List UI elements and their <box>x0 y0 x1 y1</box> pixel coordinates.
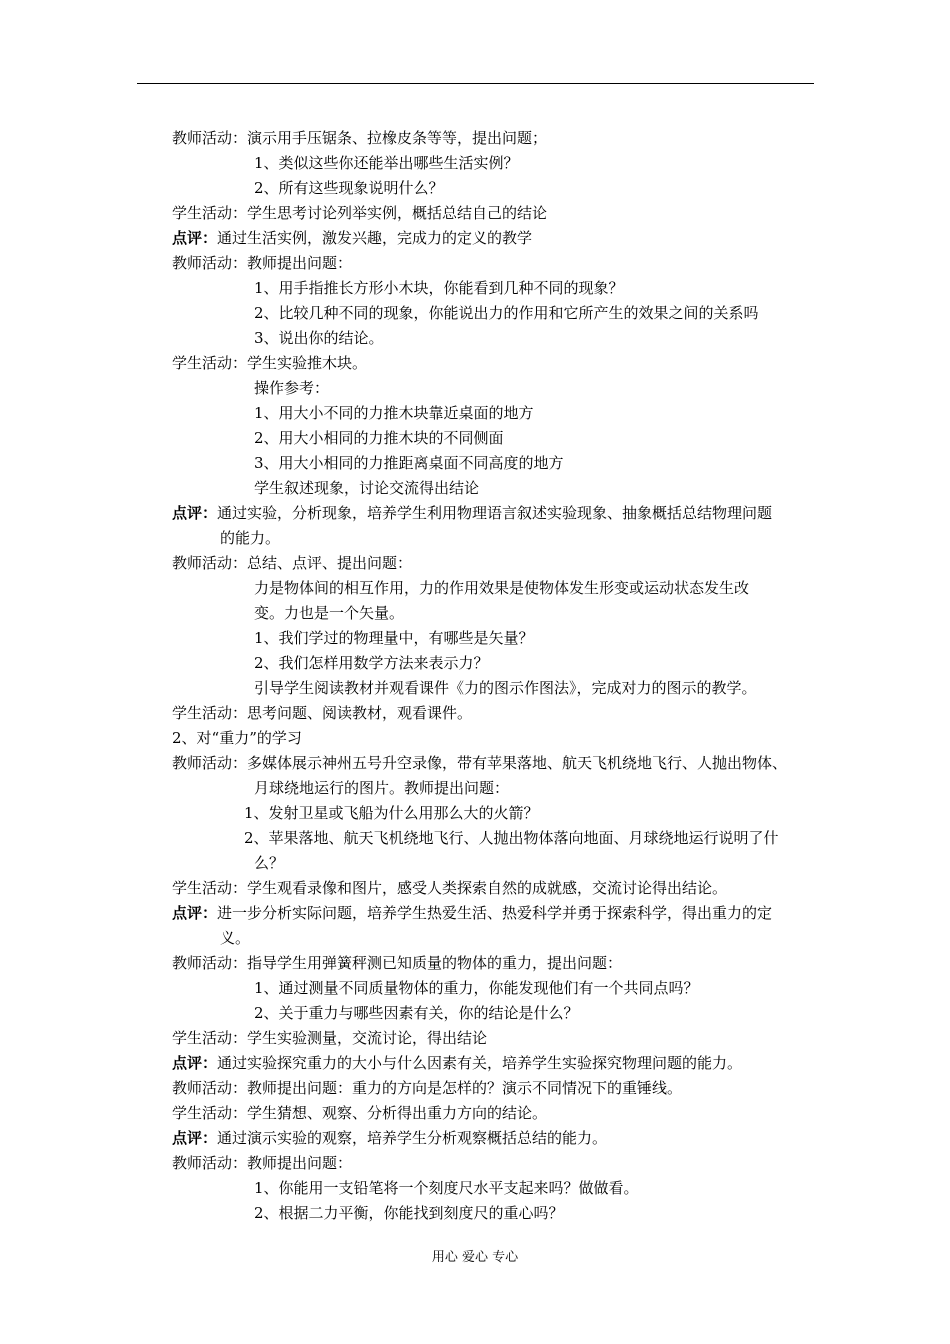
text-line: 1、类似这些你还能举出哪些生活实例？ <box>254 154 519 172</box>
text-line: 1、用手指推长方形小木块，你能看到几种不同的现象？ <box>254 279 624 297</box>
comment-line <box>172 903 772 923</box>
text-line: 么？ <box>254 854 285 872</box>
text-line: 1、我们学过的物理量中，有哪些是矢量？ <box>254 629 534 647</box>
text-line: 学生活动：思考问题、阅读教材，观看课件。 <box>172 704 473 722</box>
text-line: 2、苹果落地、航天飞机绕地飞行、人抛出物体落向地面、月球绕地运行说明了什 <box>244 829 779 847</box>
comment-label: 点评： <box>172 504 218 522</box>
text-line: 教师活动：教师提出问题：重力的方向是怎样的？演示不同情况下的重锤线。 <box>172 1079 683 1097</box>
comment-line <box>172 228 532 248</box>
text-line: 1、通过测量不同质量物体的重力，你能发现他们有一个共同点吗？ <box>254 979 699 997</box>
text-line: 教师活动：教师提出问题： <box>172 254 353 272</box>
text-line: 义。 <box>220 929 251 947</box>
comment-label: 点评： <box>172 904 218 922</box>
text-line: 引导学生阅读教材并观看课件《力的图示作图法》，完成对力的图示的教学。 <box>254 679 757 697</box>
text-line: 2、比较几种不同的现象，你能说出力的作用和它所产生的效果之间的关系吗 <box>254 304 759 322</box>
text-line: 教师活动：指导学生用弹簧秤测已知质量的物体的重力，提出问题： <box>172 954 623 972</box>
text-line: 教师活动：总结、点评、提出问题： <box>172 554 413 572</box>
comment-line <box>172 503 772 523</box>
text-line: 3、用大小相同的力推距离桌面不同高度的地方 <box>254 454 564 472</box>
text-line: 操作参考： <box>254 379 330 397</box>
text-line: 1、用大小不同的力推木块靠近桌面的地方 <box>254 404 534 422</box>
text-line: 的能力。 <box>220 529 281 547</box>
page-footer: 用心 爱心 专心 <box>431 1250 519 1265</box>
text-line: 力是物体间的相互作用，力的作用效果是使物体发生形变或运动状态发生改 <box>254 579 750 597</box>
comment-label: 点评： <box>172 1054 218 1072</box>
text-line: 2、用大小相同的力推木块的不同侧面 <box>254 429 504 447</box>
text-line: 学生叙述现象，讨论交流得出结论 <box>254 479 480 497</box>
section-heading: 2、对“重力”的学习 <box>172 729 302 747</box>
text-line: 学生活动：学生实验测量，交流讨论，得出结论 <box>172 1029 488 1047</box>
comment-text: 通过实验探究重力的大小与什么因素有关，培养学生实验探究物理问题的能力。 <box>217 1054 743 1072</box>
text-line: 2、关于重力与哪些因素有关，你的结论是什么？ <box>254 1004 579 1022</box>
comment-text: 通过生活实例，激发兴趣，完成力的定义的教学 <box>217 229 533 247</box>
text-line: 教师活动：演示用手压锯条、拉橡皮条等等，提出问题； <box>172 129 548 147</box>
text-line: 教师活动：教师提出问题： <box>172 1154 353 1172</box>
text-line: 2、根据二力平衡，你能找到刻度尺的重心吗？ <box>254 1204 564 1222</box>
comment-line <box>172 1053 742 1073</box>
text-line: 变。力也是一个矢量。 <box>254 604 405 622</box>
comment-text: 进一步分析实际问题，培养学生热爱生活、热爱科学并勇于探索科学，得出重力的定 <box>217 904 773 922</box>
comment-line <box>172 1128 607 1148</box>
text-line: 2、所有这些现象说明什么？ <box>254 179 444 197</box>
comment-text: 通过演示实验的观察，培养学生分析观察概括总结的能力。 <box>217 1129 608 1147</box>
comment-label: 点评： <box>172 229 218 247</box>
comment-text: 通过实验，分析现象，培养学生利用物理语言叙述实验现象、抽象概括总结物理问题 <box>217 504 773 522</box>
text-line: 学生活动：学生实验推木块。 <box>172 354 368 372</box>
text-line: 教师活动：多媒体展示神州五号升空录像，带有苹果落地、航天飞机绕地飞行、人抛出物体、 <box>172 754 788 772</box>
text-line: 1、发射卫星或飞船为什么用那么大的火箭？ <box>244 804 539 822</box>
text-line: 3、说出你的结论。 <box>254 329 384 347</box>
text-line: 2、我们怎样用数学方法来表示力？ <box>254 654 489 672</box>
text-line: 学生活动：学生思考讨论列举实例，概括总结自己的结论 <box>172 204 548 222</box>
text-line: 月球绕地运行的图片。教师提出问题： <box>254 779 510 797</box>
text-line: 学生活动：学生猜想、观察、分析得出重力方向的结论。 <box>172 1104 548 1122</box>
comment-label: 点评： <box>172 1129 218 1147</box>
text-line: 1、你能用一支铅笔将一个刻度尺水平支起来吗？做做看。 <box>254 1179 639 1197</box>
header-rule <box>137 83 814 84</box>
text-line: 学生活动：学生观看录像和图片，感受人类探索自然的成就感，交流讨论得出结论。 <box>172 879 728 897</box>
